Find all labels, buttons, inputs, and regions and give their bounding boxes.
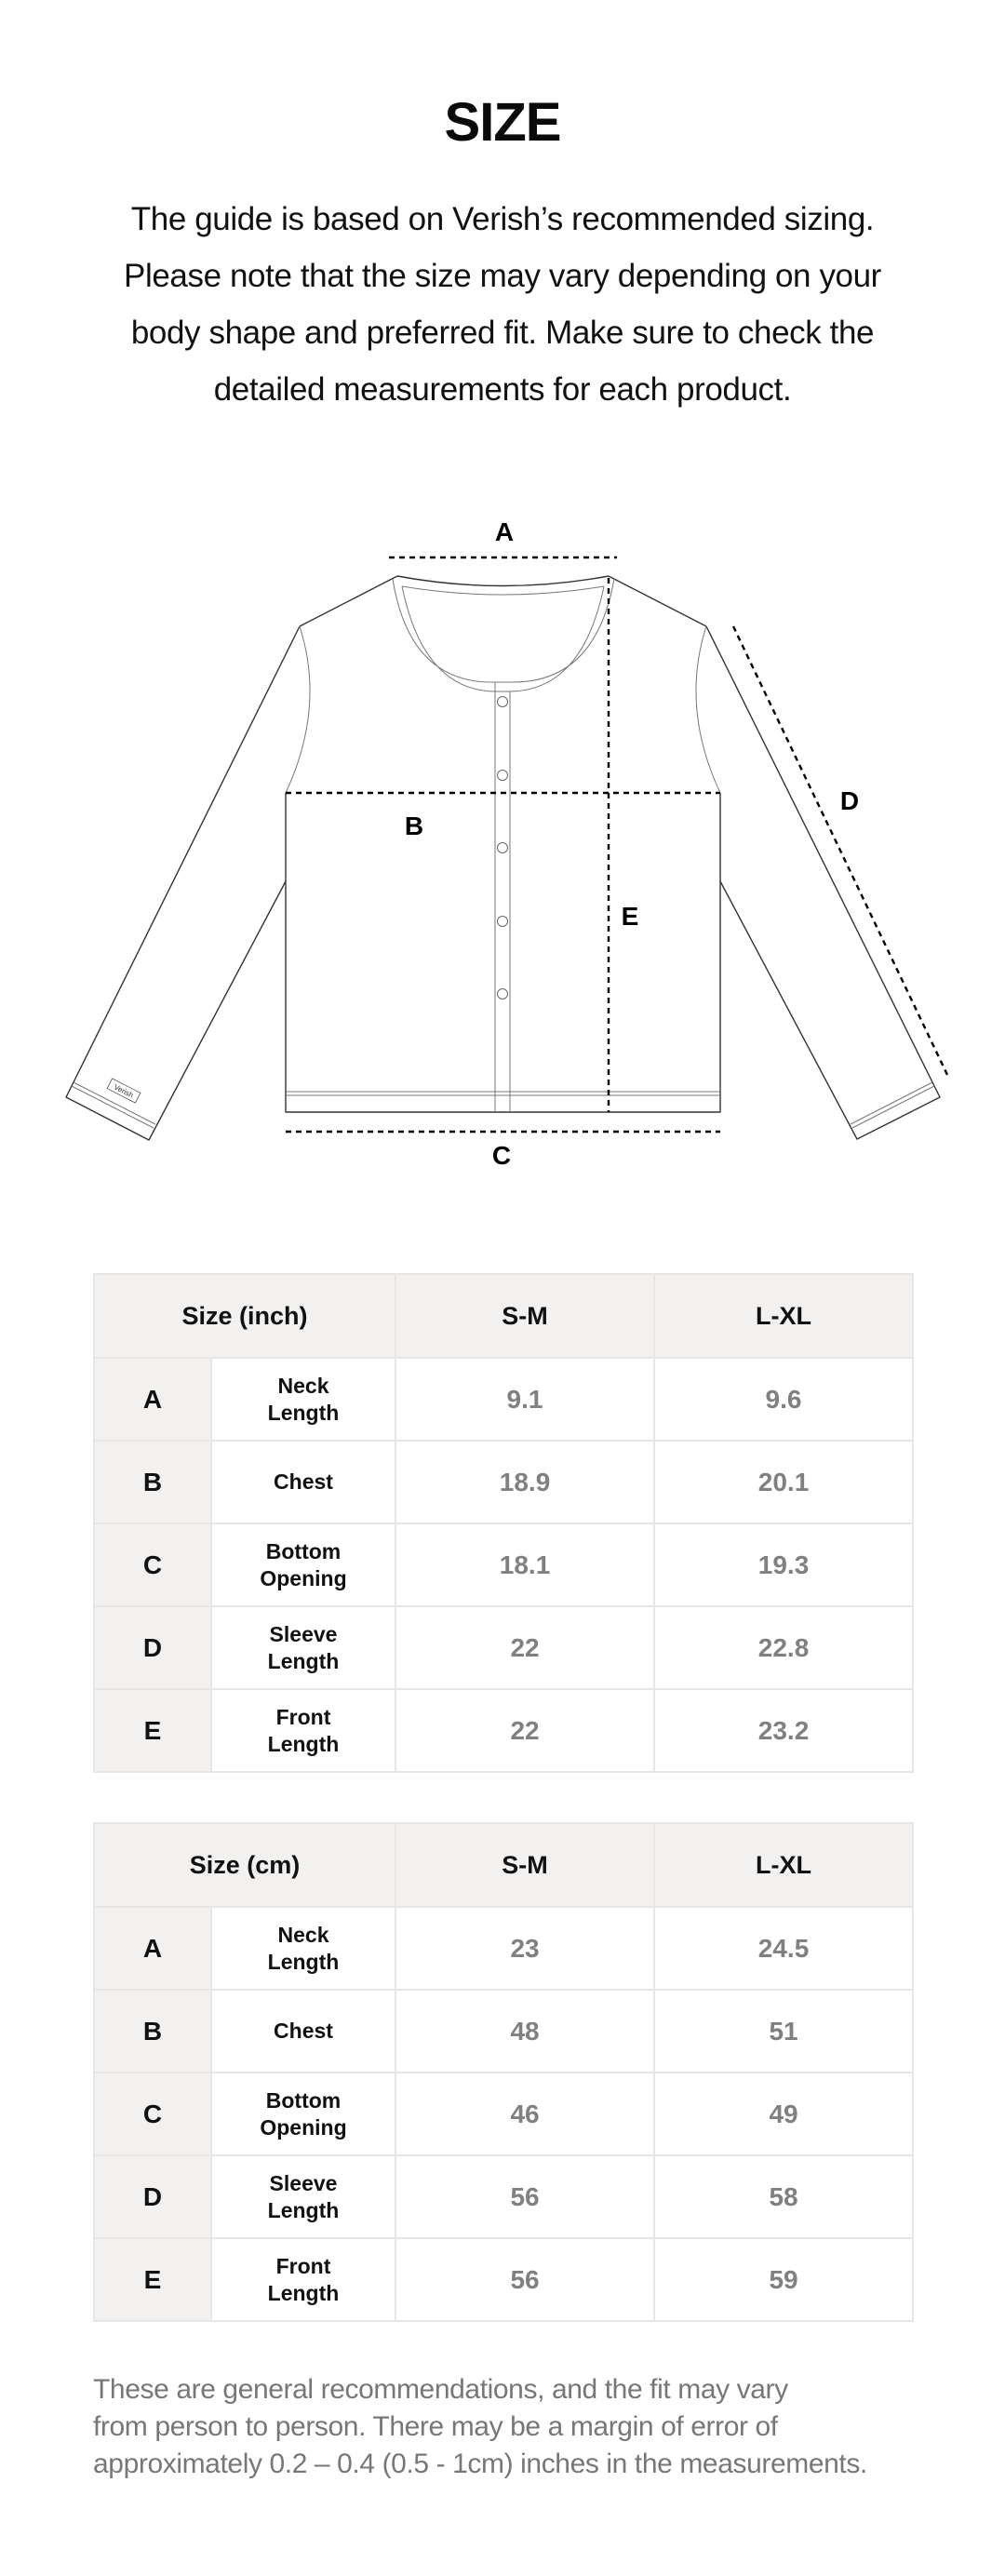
intro-line: detailed measurements for each product. xyxy=(213,371,792,408)
row-measure: Front Length xyxy=(211,2238,395,2321)
row-value: 24.5 xyxy=(654,1907,913,1990)
row-measure: Chest xyxy=(211,1990,395,2073)
row-measure: Neck Length xyxy=(211,1907,395,1990)
table-header-row xyxy=(94,1823,913,1907)
page-title: SIZE xyxy=(444,92,561,153)
row-key: C xyxy=(94,2073,211,2155)
row-measure: Front Length xyxy=(211,1689,395,1772)
row-value: 46 xyxy=(395,2073,654,2155)
label-d: D xyxy=(839,786,860,815)
row-measure: Neck Length xyxy=(211,1358,395,1441)
unit-header: Size (cm) xyxy=(94,1823,395,1907)
row-value: 48 xyxy=(395,1990,654,2073)
row-value: 59 xyxy=(654,2238,913,2321)
size-header: L-XL xyxy=(654,1274,913,1358)
label-c: C xyxy=(491,1141,512,1170)
row-measure: Bottom Opening xyxy=(211,2073,395,2155)
row-measure: Sleeve Length xyxy=(211,2155,395,2238)
row-key: B xyxy=(94,1441,211,1523)
size-header: S-M xyxy=(395,1274,654,1358)
row-key: A xyxy=(94,1358,211,1441)
row-value: 19.3 xyxy=(654,1523,913,1606)
row-key: D xyxy=(94,2155,211,2238)
row-key: E xyxy=(94,2238,211,2321)
size-table-inch xyxy=(93,1273,914,1773)
row-key: E xyxy=(94,1689,211,1772)
table-row xyxy=(94,1523,913,1606)
size-header: L-XL xyxy=(654,1823,913,1907)
disclaimer-text xyxy=(93,2371,931,2483)
table-row xyxy=(94,1358,913,1441)
label-a: A xyxy=(494,517,515,546)
row-value: 22 xyxy=(395,1689,654,1772)
cardigan-illustration xyxy=(0,503,1005,1173)
row-value: 49 xyxy=(654,2073,913,2155)
row-value: 22.8 xyxy=(654,1606,913,1689)
row-key: A xyxy=(94,1907,211,1990)
row-value: 56 xyxy=(395,2155,654,2238)
intro-text xyxy=(84,191,921,418)
table-row xyxy=(94,2238,913,2321)
row-value: 18.9 xyxy=(395,1441,654,1523)
row-value: 58 xyxy=(654,2155,913,2238)
measure-line-d xyxy=(733,626,948,1077)
sleeve-tag xyxy=(107,1079,141,1103)
intro-line: body shape and preferred fit. Make sure to check the xyxy=(130,315,875,351)
row-value: 23.2 xyxy=(654,1689,913,1772)
row-measure: Sleeve Length xyxy=(211,1606,395,1689)
table-row xyxy=(94,2073,913,2155)
size-header: S-M xyxy=(395,1823,654,1907)
table-row xyxy=(94,1606,913,1689)
garment-diagram xyxy=(0,503,1005,1173)
button-icons xyxy=(498,697,508,1000)
row-value: 9.1 xyxy=(395,1358,654,1441)
size-table-cm xyxy=(93,1822,914,2322)
row-value: 22 xyxy=(395,1606,654,1689)
disclaimer-line: from person to person. There may be a margin of error of xyxy=(93,2411,778,2442)
intro-line: Please note that the size may vary depending on your xyxy=(124,258,881,294)
row-value: 23 xyxy=(395,1907,654,1990)
row-key: B xyxy=(94,1990,211,2073)
row-value: 18.1 xyxy=(395,1523,654,1606)
table-row xyxy=(94,1441,913,1523)
label-e: E xyxy=(621,902,639,931)
row-value: 51 xyxy=(654,1990,913,2073)
table-row xyxy=(94,1907,913,1990)
row-value: 56 xyxy=(395,2238,654,2321)
row-value: 20.1 xyxy=(654,1441,913,1523)
table-row xyxy=(94,1990,913,2073)
disclaimer-line: These are general recommendations, and the fit may vary xyxy=(93,2374,788,2405)
row-key: C xyxy=(94,1523,211,1606)
row-measure: Chest xyxy=(211,1441,395,1523)
table-row xyxy=(94,1689,913,1772)
label-b: B xyxy=(404,812,424,840)
table-row xyxy=(94,2155,913,2238)
row-value: 9.6 xyxy=(654,1358,913,1441)
unit-header: Size (inch) xyxy=(94,1274,395,1358)
row-measure: Bottom Opening xyxy=(211,1523,395,1606)
disclaimer-line: approximately 0.2 – 0.4 (0.5 - 1cm) inches in the measurements. xyxy=(93,2449,867,2479)
row-key: D xyxy=(94,1606,211,1689)
table-header-row xyxy=(94,1274,913,1358)
svg-text:Verish: Verish xyxy=(112,1082,135,1100)
intro-line: The guide is based on Verish’s recommended sizing. xyxy=(130,201,875,237)
